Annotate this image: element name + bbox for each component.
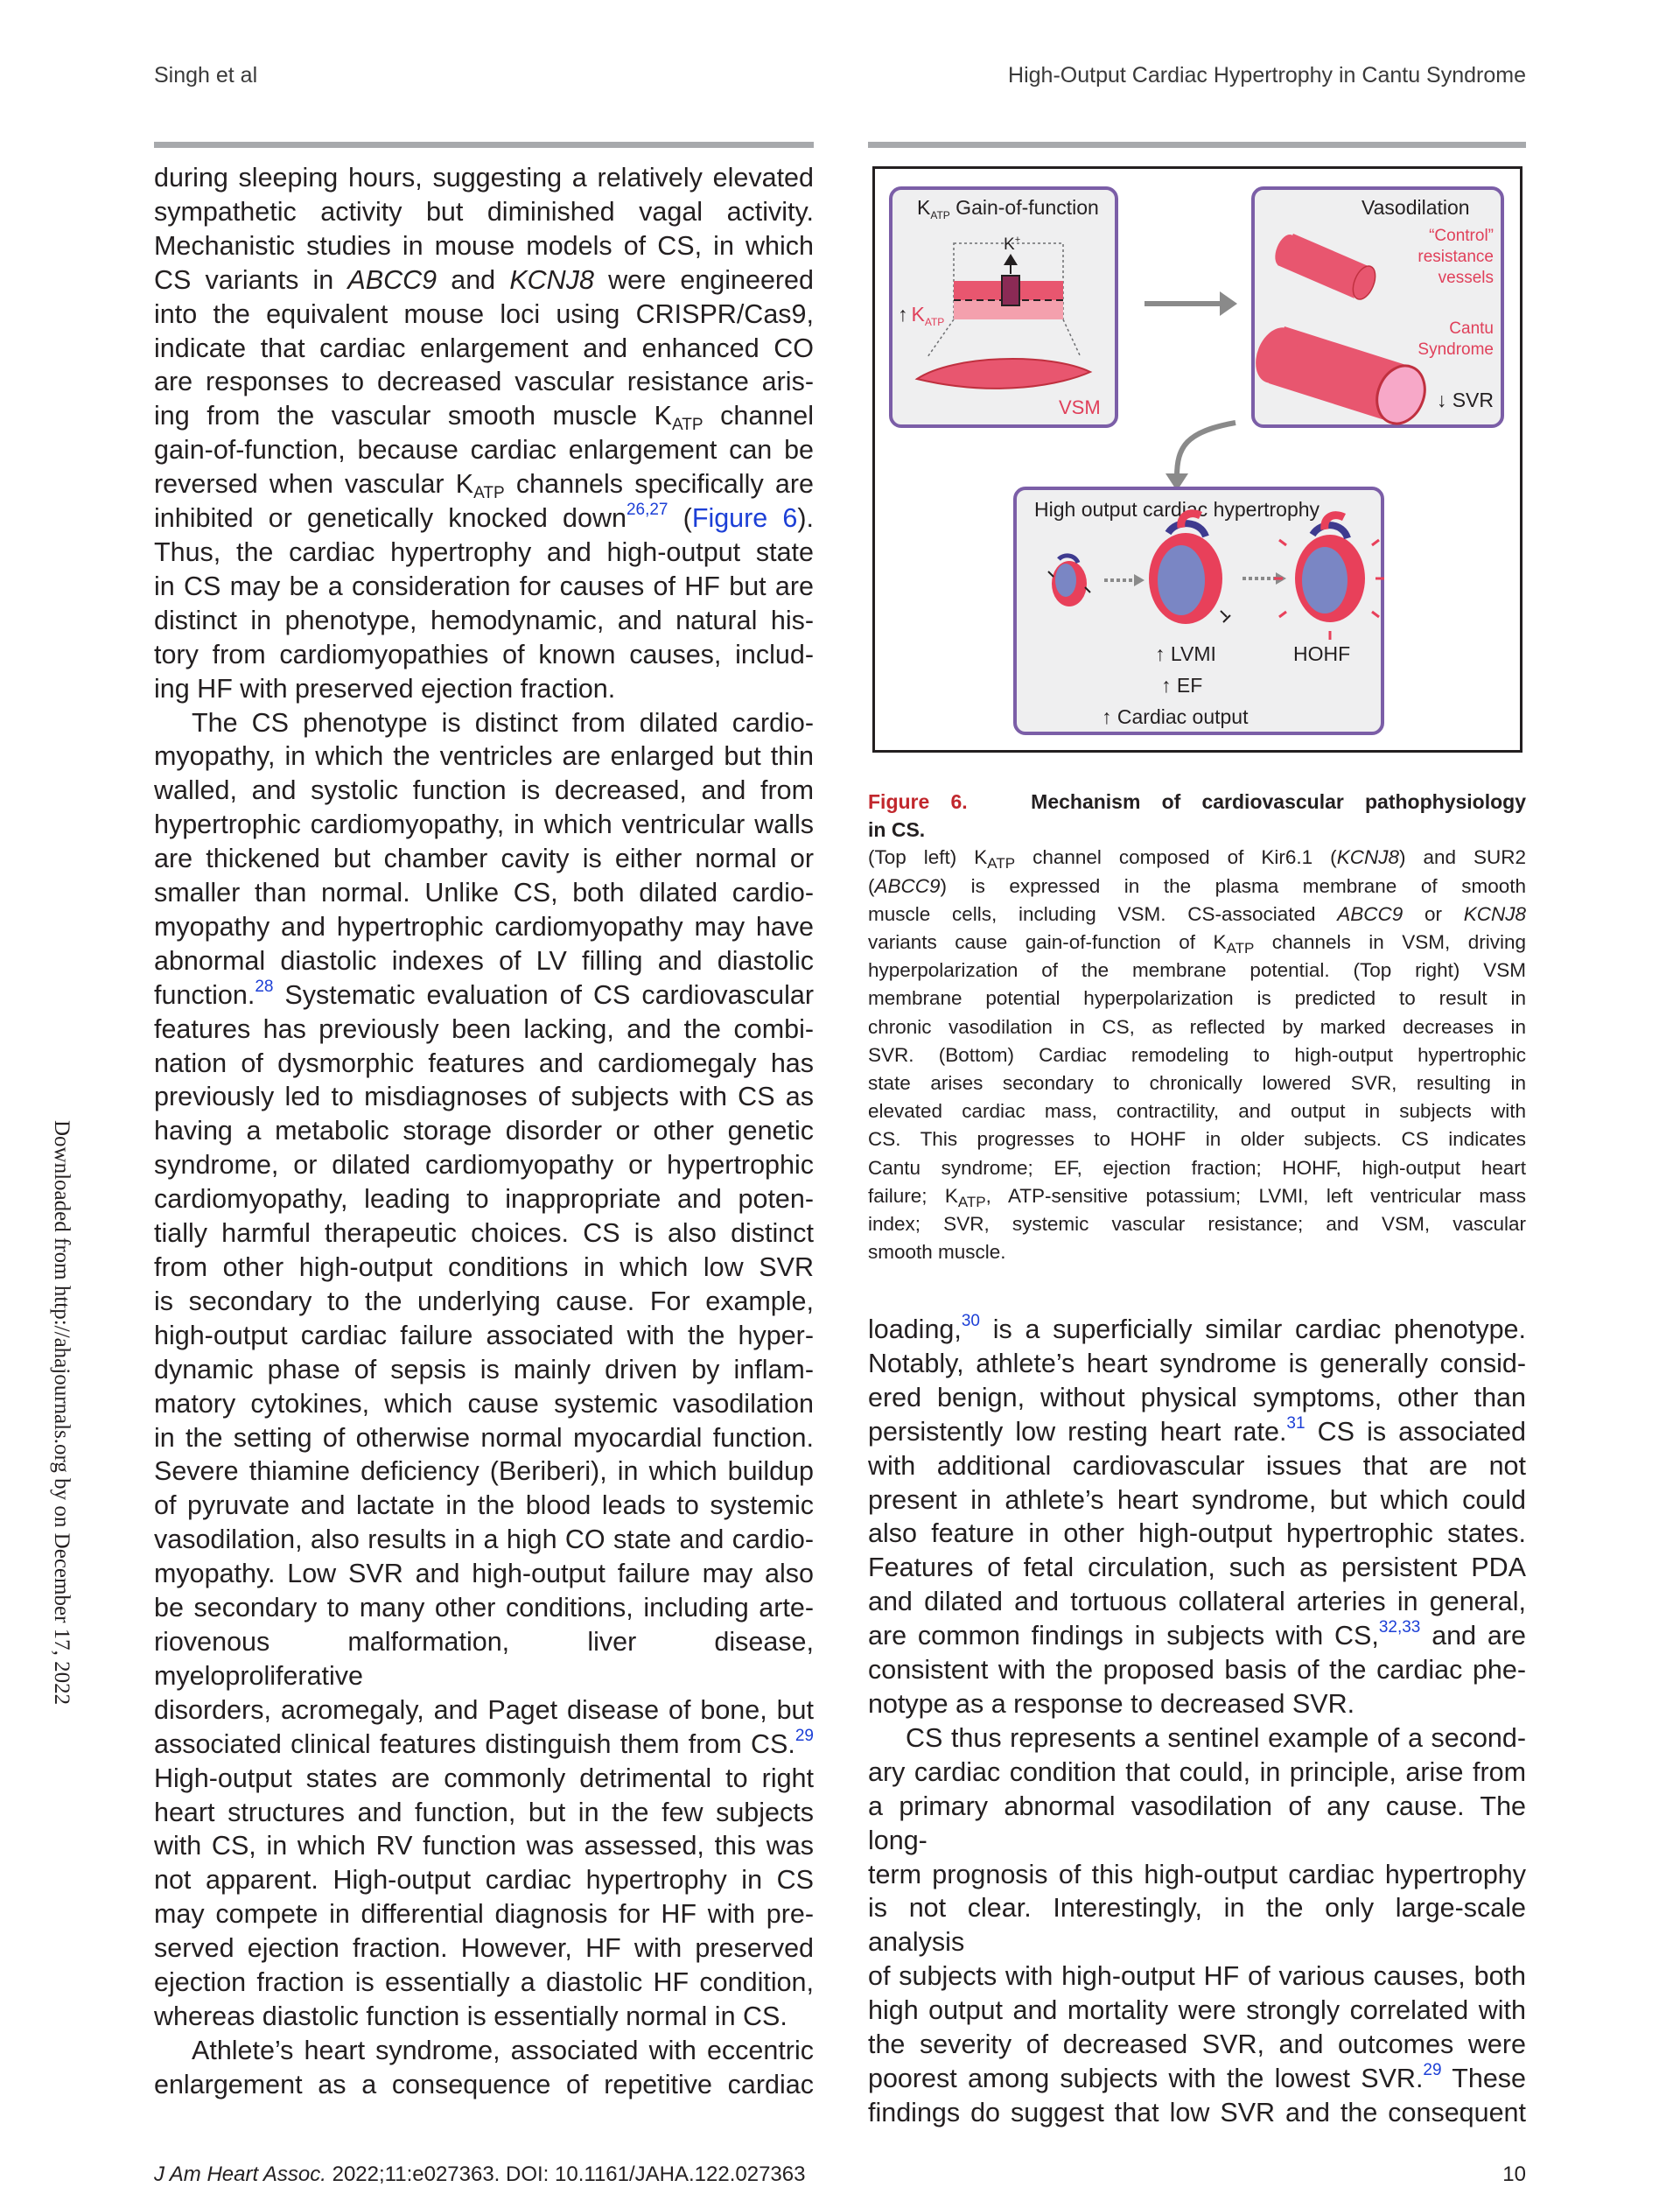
k-plus-label: K+ [1004, 235, 1021, 254]
panel-high-output-hypertrophy [1015, 488, 1384, 733]
katp-increase-label: ↑ $K_{ATP}$ [898, 303, 945, 328]
paragraph: loading,$^{30}$ is a superficially similar cardiac phenotype. [868, 1312, 1526, 1344]
control-label-1: “Control” [1429, 227, 1494, 245]
cardiac-output-label: ↑ Cardiac output [1102, 705, 1249, 728]
paragraph: The CS phenotype is distinct from dilated cardio- [192, 707, 814, 738]
cantu-label-2: Syndrome [1418, 340, 1494, 359]
figure-caption: Figure 6. Mechanism of cardiovascular pathophysiology in CS. (Top left) $K_{ATP}$ channel composed of Kir6.1 (KCNJ8) and SUR2 (ABCC9) is expressed in the plasma membrane of smooth muscle cells, including VSM. CS-associated ABCC9 or KCNJ8 variants cause gain-of-function of $K_{ATP}$ channels in VSM, driving hyperpolarization of the membrane potential. (Top right) VSM membrane potential hyperpolarization is predicted to result in chronic vasodilation in CS, as reflected by marked decreases in SVR. (Bottom) Cardiac remodeling to high-output hypertrophic state arises secondary to chronically lowered SVR, resulting in elevated cardiac mass, contractility, and output in subjects with CS. This progresses to HOHF in older subjects. CS indicates Cantu syndrome; EF, ejection fraction; HOHF, high-output heart failure; $K_{ATP}$, ATP-sensitive potassium; LVMI, left ventricular mass index; SVR, systemic vascular resistance; and VSM, vascular smooth muscle. [868, 790, 1527, 1264]
panel-title-hypertrophy: High output cardiac hypertrophy [1034, 498, 1320, 521]
paragraph: CS thus represents a sentinel example of a second- [906, 1722, 1526, 1753]
katp-channel-icon [1002, 276, 1019, 305]
vsm-label: VSM [1059, 396, 1101, 418]
figure-title: Mechanism of cardiovascular pathophysiology [1031, 790, 1527, 813]
figure-6 [872, 166, 1522, 753]
citation-link[interactable]: 30 [961, 1312, 980, 1330]
cantu-label-1: Cantu [1449, 319, 1494, 338]
citation-link[interactable]: 29 [794, 1726, 814, 1745]
figure-label: Figure 6. [868, 790, 968, 813]
panel-vasodilation [1248, 188, 1502, 431]
control-label-3: vessels [1438, 269, 1494, 287]
citation-link[interactable]: 29 [1423, 2060, 1442, 2079]
lvmi-label: ↑ LVMI [1155, 642, 1216, 665]
ef-label: ↑ EF [1161, 674, 1203, 697]
footer-citation: J Am Heart Assoc. 2022;11:e027363. DOI: 10.1161/JAHA.122.027363 [154, 2162, 806, 2186]
panel-katp-gain-of-function [891, 188, 1116, 426]
citation-link[interactable]: 26,27 [626, 501, 668, 520]
citation-link[interactable]: 31 [1286, 1413, 1306, 1433]
download-note: Downloaded from http://ahajournals.org by on December 17, 2022 [50, 1120, 74, 1706]
right-column-rule [868, 142, 1526, 148]
page-number: 10 [1502, 2162, 1526, 2186]
running-header-authors: Singh et al [154, 63, 258, 88]
citation-link[interactable]: 32,33 [1378, 1618, 1421, 1637]
right-column: loading,$^{30}$ is a superficially similar cardiac phenotype. Notably, athlete’s heart syndrome is generally consid- ered benign, without physical symptoms, other than persistently low resting heart rate.$^{31}$ CS is associated with additional cardiovascular issues that are not present in athlete’s heart syndrome, but which could also feature in other high-output hypertrophic states. Features of fetal circulation, such as persistent PDA and dilated and tortuous collateral arteries in general, are common findings in subjects with CS,$^{32,33}$ and are consistent with the proposed basis of the cardiac phe- notype as a response to decreased SVR. CS thus represents a sentinel example of a second- ary cardiac condition that could, in principle, arise from a primary abnormal vasodilation of any cause. The long- term prognosis of this high-output cardiac hypertrophy is not clear. Interestingly, in the only large-scale analysis of subjects with high-output HF of various causes, both high output and mortality were strongly correlated with the severity of decreased SVR, and outcomes were poorest among subjects with the lowest SVR.$^{29}$ These findings do suggest that low SVR and the consequent [868, 1312, 1526, 2127]
running-header-title: High-Output Cardiac Hypertrophy in Cantu Syndrome [1008, 63, 1526, 88]
figure-6-graphic [875, 169, 1520, 750]
panel-title-vasodilation: Vasodilation [1362, 196, 1470, 219]
left-column: during sleeping hours, suggesting a relatively elevated sympathetic activity but diminished vagal activity. Mechanistic studies in mouse models of CS, in which CS variants in ABCC9 and KCNJ8 were engineered into the equivalent mouse loci using CRISPR/Cas9, indicate that cardiac enlargement and enhanced CO are responses to decreased vascular resistance aris- ing from the vascular smooth muscle $K_{ATP}$ channel gain-of-function, because cardiac enlargement can be reversed when vascular $K_{ATP}$ channels specifically are inhibited or genetically knocked down$^{26,27}$ (Figure 6). Thus, the cardiac hypertrophy and high-output state in CS may be a consideration for causes of HF but are distinct in phenotype, hemodynamic, and natural his- tory from cardiomyopathies of known causes, includ- ing HF with preserved ejection fraction. The CS phenotype is distinct from dilated cardio- myopathy, in which the ventricles are enlarged but thin walled, and systolic function is decreased, and from hypertrophic cardiomyopathy, in which ventricular walls are thickened but chamber cavity is either normal or smaller than normal. Unlike CS, both dilated cardio- myopathy and hypertrophic cardiomyopathy may have abnormal diastolic indexes of LV filling and diastolic function.$^{28}$ Systematic evaluation of CS cardiovascular features has previously been lacking, and the combi- nation of dysmorphic features and cardiomegaly has previously led to misdiagnoses of subjects with CS as having a metabolic storage disorder or other genetic syndrome, or dilated cardiomyopathy or hypertrophic cardiomyopathy, leading to inappropriate and poten- tially harmful therapeutic choices. CS is also distinct from other high-output conditions in which low SVR is secondary to the underlying cause. For example, high-output cardiac failure associated with the hyper- dynamic phase of sepsis is mainly driven by inflam- matory cytokines, which cause systemic vasodilation in the setting of otherwise normal myocardial function. Severe thiamine deficiency (Beriberi), in which buildup of pyruvate and lactate in the blood leads to systemic vasodilation, also results in a high CO state and cardio- myopathy. Low SVR and high-output failure may also be secondary to many other conditions, including arte- riovenous malformation, liver disease, myeloproliferative disorders, acromegaly, and Paget disease of bone, but associated clinical features distinguish them from CS.$^{29}$ High-output states are commonly detrimental to right heart structures and function, but in the few subjects with CS, in which RV function was assessed, this was not apparent. High-output cardiac hypertrophy in CS may compete in differential diagnosis for HF with pre- served ejection fraction. However, HF with preserved ejection fraction is essentially a diastolic HF condition, whereas diastolic function is essentially normal in CS. Athlete’s heart syndrome, associated with eccentric enlargement as a consequence of repetitive cardiac [154, 163, 815, 2099]
control-label-2: resistance [1418, 248, 1494, 266]
hohf-label: HOHF [1293, 642, 1351, 665]
paragraph: during sleeping hours, suggesting a relatively elevated [154, 163, 814, 193]
svr-decrease-label: ↓ SVR [1436, 389, 1494, 411]
citation-link[interactable]: 28 [255, 977, 274, 996]
panel-title-katp: $K_{ATP}$ Gain-of-function [917, 196, 1099, 221]
figure-link[interactable]: Figure 6 [691, 503, 798, 534]
left-column-rule [154, 142, 814, 148]
paragraph: Athlete’s heart syndrome, associated with eccentric [192, 2035, 814, 2065]
arrow-curved [1177, 423, 1236, 477]
